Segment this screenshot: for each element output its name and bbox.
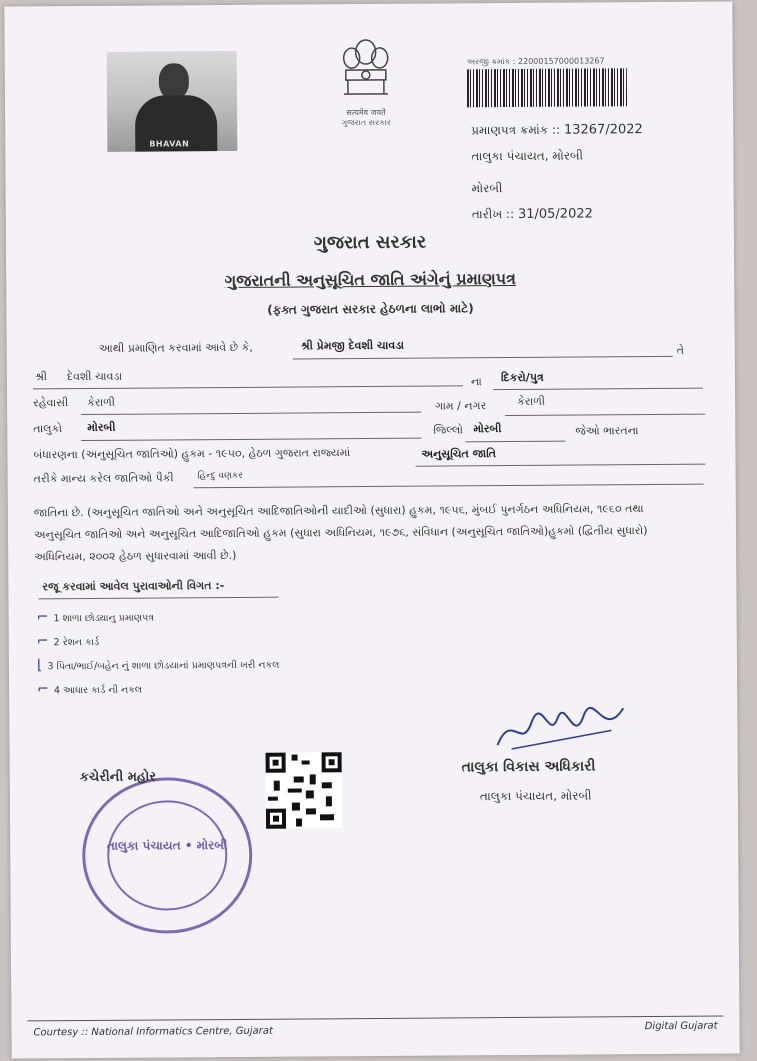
- caste-value: હિન્દુ વણકર: [197, 470, 243, 482]
- legal-line-3: અધિનિયમ, ૨૦૦૨ હેઠળ સુધારવામાં આવી છે.): [34, 548, 237, 564]
- application-number: અરજી ક્રમાંક : 22000157000013267: [466, 56, 605, 67]
- shri-label: શ્રી: [34, 370, 48, 384]
- legal-paragraph: [34, 498, 714, 569]
- qr-code: [266, 752, 343, 829]
- village-label: ગામ / નગર: [435, 399, 487, 413]
- certificate-number-label: પ્રમાણપત્ર ક્રમાંક ::: [471, 122, 561, 138]
- officer-office: તાલુકા પંચાયત, મોરબી: [479, 788, 592, 804]
- resident-value: કેરાળી: [87, 395, 116, 409]
- certificate-number-row: [471, 122, 643, 138]
- emblem-caption: ગુજરાત સરકાર: [341, 117, 392, 128]
- office-seal: તાલુકા પંચાયત • મોરબી: [82, 777, 253, 934]
- legal-line-1: જાતિના છે. (અનુસૂચિત જાતિઓ અને અનુસૂચિત આદિજાતિઓની યાદીઓ (સુધારા) હુકમ, ૧૯૫૬, મુંબઈ પુનર્ગઠન અધિનિયમ, ૧૯૬૦ તથા: [33, 502, 644, 520]
- issue-date-row: [472, 206, 593, 222]
- evidence-heading: રજૂ કરવામાં આવેલ પુરાવાઓની વિગત :-: [42, 579, 225, 594]
- certificate-page: [4, 1, 739, 1058]
- footer: [27, 1016, 723, 1044]
- na-text: ના: [470, 375, 482, 389]
- constitution-text: બંધારણના (અનુસૂચિત જાતિઓ) હુકમ - ૧૯૫૦, હેઠળ ગુજરાત રાજ્યમાં: [33, 446, 351, 462]
- evidence-item: ⌐ 1 શાળા છોડ્યાનુ પ્રમાણપત્ર: [36, 609, 155, 626]
- footer-courtesy: Courtesy :: National Informatics Centre, Gujarat: [33, 1025, 273, 1039]
- issuing-place: મોરબી: [471, 181, 503, 196]
- seal-label: કચેરીની મહોર: [79, 769, 157, 786]
- certify-text: આથી પ્રમાણિત કરવામાં આવે છે કે,: [98, 340, 253, 355]
- resident-label: રહેવાસી: [33, 396, 69, 410]
- applicant-name: શ્રી પ્રેમજી દેવશી ચાવડા: [300, 338, 405, 353]
- te-text: તે: [676, 343, 685, 357]
- certificate-number: 13267/2022: [563, 122, 643, 138]
- certificate-title: ગુજરાતની અનુસૂચિત જાતિ અંગેનું પ્રમાણપત્ર: [224, 268, 517, 291]
- state-emblem: [331, 34, 402, 134]
- district-value: મોરબી: [473, 422, 502, 436]
- evidence-item: ⌐ 2 રેશન કાર્ડ: [36, 633, 100, 650]
- taluka-value: મોરબી: [87, 420, 116, 434]
- taluka-label: તાલુકો: [33, 422, 63, 436]
- category-value: અનુસૂચિત જાતિ: [421, 447, 497, 461]
- legal-line-2: અનુસૂચિત જાતિઓ અને અનુસૂચિત આદિજાતિઓ હુકમ (સુધારા અધિનિયમ, ૧૯૭૬, સંવિધાન (અનુસૂચિત જાતિઓ)હુકમો (દ્વિતીય સુધારો): [33, 524, 648, 542]
- issue-date: 31/05/2022: [517, 206, 593, 222]
- relation: દિકરો/પુત્ર: [500, 370, 544, 385]
- india-text: જેઓ ભારતના: [575, 424, 639, 438]
- evidence-item: ⌊ 3 પિતા/ભાઈ/બહેન નું શાળા છોડયાનાં પ્રમાણપત્રની ખરી નકલ: [36, 657, 280, 674]
- issuing-office: તાલુકા પંચાયત, મોરબી: [471, 148, 584, 164]
- officer-designation: તાલુકા વિકાસ અધિકારી: [461, 758, 596, 776]
- father-name: દેવશી ચાવડા: [66, 369, 123, 384]
- barcode: [467, 68, 627, 107]
- emblem-motto: सत्यमेव जयते: [346, 107, 386, 118]
- date-label: તારીખ ::: [471, 207, 515, 222]
- certificate-subtitle: (ફક્ત ગુજરાત સરકાર હેઠળના લાભો માટે): [267, 301, 474, 317]
- officer-signature: [491, 700, 631, 757]
- govt-title: ગુજરાત સરકાર: [313, 231, 427, 254]
- recognized-text: તરીકે માન્ય કરેલ જાતિઓ પૈકી: [33, 471, 174, 486]
- evidence-list: [37, 605, 280, 703]
- evidence-item: ⌐ 4 આધાર કાર્ડ ની નકલ: [37, 681, 143, 698]
- ashoka-emblem-icon: [336, 34, 396, 104]
- district-label: જિલ્લો: [433, 423, 464, 437]
- village-value: કેરાળી: [517, 394, 546, 408]
- applicant-photo: BHAVAN: [107, 51, 238, 152]
- footer-digital-gujarat: Digital Gujarat: [644, 1020, 718, 1033]
